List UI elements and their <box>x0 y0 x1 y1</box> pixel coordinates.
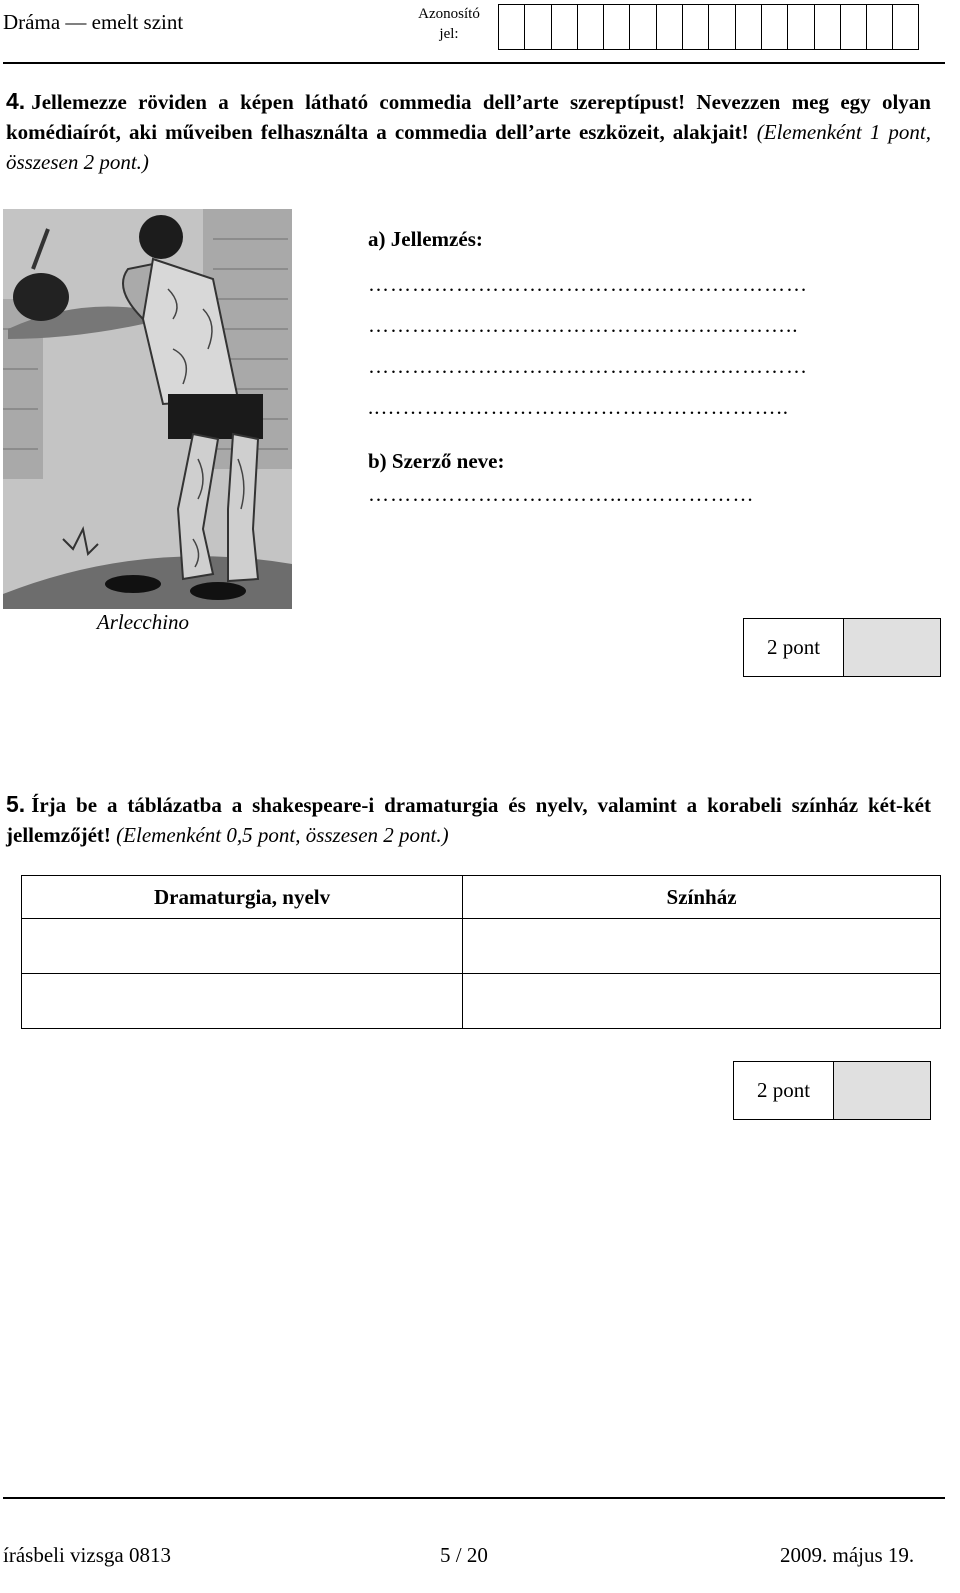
id-box[interactable] <box>603 4 629 50</box>
id-box[interactable] <box>840 4 866 50</box>
question-4-prompt <box>6 86 931 177</box>
id-label <box>405 4 493 44</box>
id-label-line1: Azonosító <box>418 6 480 22</box>
id-box[interactable] <box>524 4 550 50</box>
answer-a-line[interactable]: …………………………………………………… <box>368 272 808 296</box>
footer-exam-code: írásbeli vizsga 0813 <box>3 1543 171 1567</box>
question-5-prompt <box>6 789 931 850</box>
answer-a-line[interactable]: …………………………………………………… <box>368 354 808 378</box>
id-box[interactable] <box>682 4 708 50</box>
arlecchino-illustration <box>3 209 292 609</box>
id-box[interactable] <box>814 4 840 50</box>
header-title: Dráma — emelt szint <box>3 10 184 34</box>
answer-table <box>21 875 941 1029</box>
id-box[interactable] <box>787 4 813 50</box>
id-box[interactable] <box>577 4 603 50</box>
table-cell[interactable] <box>463 974 941 1029</box>
table-cell[interactable] <box>22 919 463 974</box>
image-caption: Arlecchino <box>96 610 190 634</box>
table-row <box>22 974 941 1029</box>
id-input-boxes[interactable] <box>498 4 919 50</box>
score-field[interactable] <box>834 1062 930 1119</box>
question-5-number: 5. <box>6 791 26 817</box>
question-5-scoring: (Elemenként 0,5 pont, összesen 2 pont.) <box>116 823 449 847</box>
header-divider <box>3 62 945 64</box>
table-row <box>22 919 941 974</box>
id-box[interactable] <box>708 4 734 50</box>
table-header-theatre: Színház <box>463 876 941 919</box>
question-4-scoring: (Elemenként 1 pont, összesen 2 pont.) <box>6 120 932 174</box>
id-box[interactable] <box>551 4 577 50</box>
answer-b-line[interactable]: ……………………………..……………… <box>368 482 755 506</box>
id-box[interactable] <box>761 4 787 50</box>
footer-divider <box>3 1497 945 1499</box>
id-box[interactable] <box>629 4 655 50</box>
id-box[interactable] <box>735 4 761 50</box>
question-5-text: Írja be a táblázatba a shakespeare-i dramaturgia és nyelv, valamint a korabeli színház két-két jellemzőjét! <box>6 793 931 847</box>
score-label: 2 pont <box>734 1062 834 1119</box>
score-label: 2 pont <box>744 619 844 676</box>
answer-a-line[interactable]: ..……………………………………………….. <box>368 395 789 419</box>
question-4-number: 4. <box>6 88 26 114</box>
id-box[interactable] <box>892 4 918 50</box>
table-cell[interactable] <box>22 974 463 1029</box>
question-4-text: Jellemezze röviden a képen látható commedia dell’arte szereptípust! Nevezzen meg egy olyan komédiaírót, aki műveiben felhasználta a commedia dell’arte eszközeit, alakjait! <box>6 90 931 144</box>
id-label-line2: jel: <box>439 26 459 42</box>
id-box[interactable] <box>498 4 524 50</box>
id-box[interactable] <box>866 4 892 50</box>
answer-b-label: b) Szerző neve: <box>368 449 505 473</box>
score-field[interactable] <box>844 619 940 676</box>
question-4-score-box <box>743 618 941 677</box>
footer-page-number: 5 / 20 <box>440 1543 488 1567</box>
answer-a-label: a) Jellemzés: <box>368 227 483 251</box>
table-cell[interactable] <box>463 919 941 974</box>
answer-a-line[interactable]: ………………………………………………….. <box>368 313 799 337</box>
id-box[interactable] <box>656 4 682 50</box>
footer-date: 2009. május 19. <box>780 1543 915 1567</box>
question-5-score-box <box>733 1061 931 1120</box>
table-header-dramaturgy: Dramaturgia, nyelv <box>22 876 463 919</box>
